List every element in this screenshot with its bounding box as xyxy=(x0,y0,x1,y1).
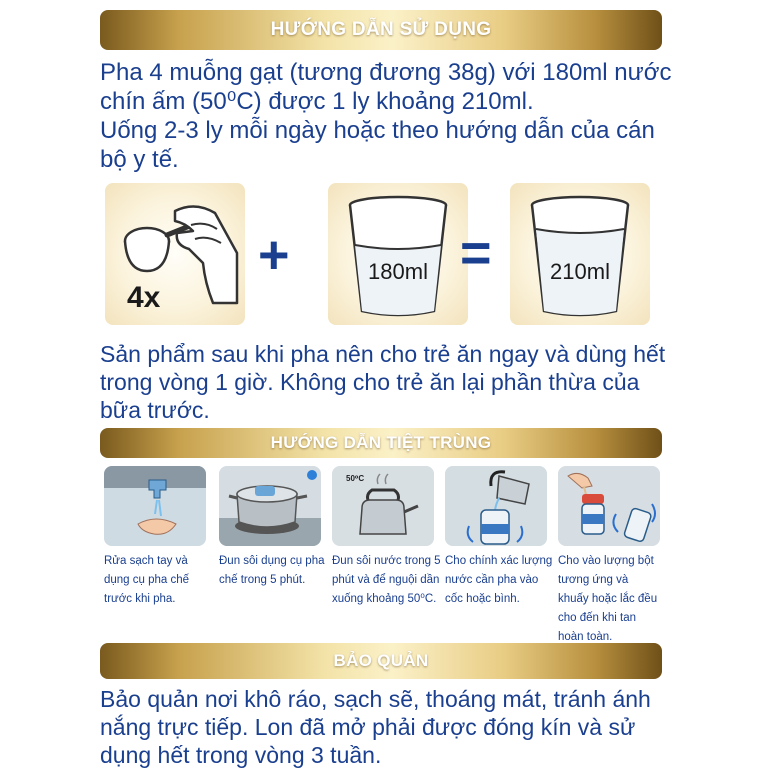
scoop-count-label: 4x xyxy=(127,281,161,314)
result-volume-label: 210ml xyxy=(550,259,610,284)
plus-sign: + xyxy=(258,225,290,285)
storage-section-banner: BẢO QUẢN xyxy=(100,643,662,679)
result-panel xyxy=(510,183,650,325)
water-cup-icon xyxy=(328,183,468,325)
scoop-hand-icon xyxy=(105,183,245,325)
boiling-pot-icon xyxy=(219,466,321,546)
step-5-text: Cho vào lượng bột tương ứng và khuấy hoặc lắc đều cho đến khi tan hoàn toàn. xyxy=(558,555,658,643)
step-4-image xyxy=(445,466,547,546)
step-3-image xyxy=(332,466,434,546)
result-cup-icon xyxy=(510,183,650,325)
usage-instructions: Pha 4 muỗng gạt (tương đương 38g) với 180ml nước chín ấm (50⁰C) được 1 ly khoảng 210ml. Uống 2-3 ly mỗi ngày hoặc theo hướng dẫn của cán bộ y tế. xyxy=(100,59,672,173)
pour-water-icon xyxy=(445,466,547,546)
water-panel xyxy=(328,183,468,325)
scoop-panel xyxy=(105,183,245,325)
usage-section-banner: HƯỚNG DẪN SỬ DỤNG xyxy=(100,10,662,50)
step-1-image xyxy=(104,466,206,546)
water-volume-label: 180ml xyxy=(368,259,428,284)
step-3-text: Đun sôi nước trong 5 phút và để nguội dần xuống khoảng 50⁰C. xyxy=(332,555,441,605)
step-2-image xyxy=(219,466,321,546)
step-2-marker-dot xyxy=(307,470,317,480)
step-1-text: Rửa sạch tay và dụng cụ pha chế trước khi pha. xyxy=(104,555,190,605)
sterilize-section-banner: HƯỚNG DẪN TIỆT TRÙNG xyxy=(100,428,662,458)
step-5-image xyxy=(558,466,660,546)
hand-washing-icon xyxy=(104,466,206,546)
step-4-text: Cho chính xác lượng nước cần pha vào cốc hoặc bình. xyxy=(445,555,553,605)
equals-sign: = xyxy=(460,223,492,283)
shake-bottle-icon xyxy=(558,466,660,546)
storage-text: Bảo quản nơi khô ráo, sạch sẽ, thoáng mát, tránh ánh nắng trực tiếp. Lon đã mở phải được đóng kín và sử dụng hết trong vòng 3 tuần. xyxy=(100,686,651,768)
step-2-text: Đun sôi dụng cụ pha chế trong 5 phút. xyxy=(219,555,325,586)
usage-note: Sản phẩm sau khi pha nên cho trẻ ăn ngay và dùng hết trong vòng 1 giờ. Không cho trẻ ăn lại phần thừa của bữa trước. xyxy=(100,341,666,423)
temperature-badge: 50⁰C xyxy=(346,474,365,483)
